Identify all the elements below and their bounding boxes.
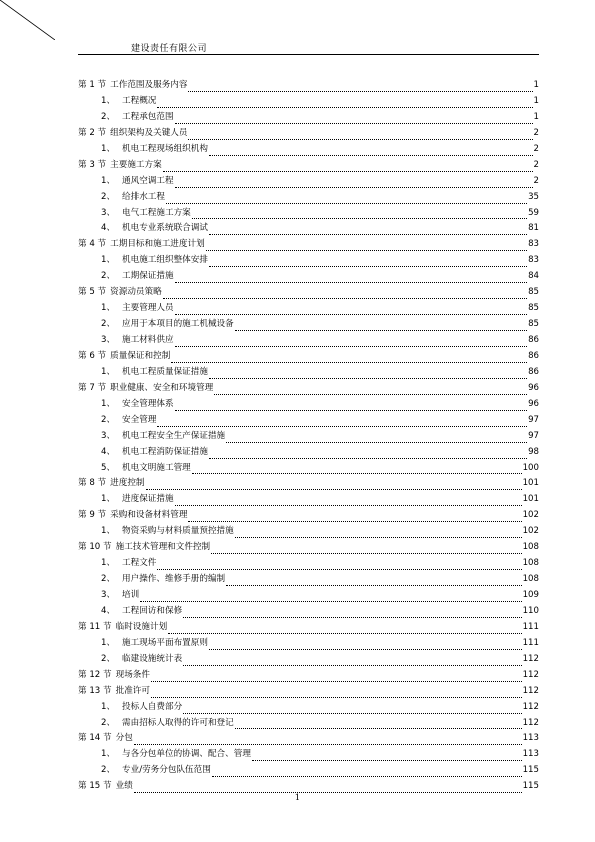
toc-entry-page: 112 <box>522 717 539 728</box>
dot-leader <box>175 496 522 506</box>
toc-entry-page: 85 <box>528 303 539 314</box>
toc-entry-title: 通风空调工程 <box>122 175 174 186</box>
dot-leader <box>211 544 521 554</box>
toc-entry-page: 108 <box>522 542 539 553</box>
dot-leader <box>175 305 527 315</box>
dot-leader <box>171 353 527 363</box>
toc-entry-page: 83 <box>528 255 539 266</box>
toc-entry-number: 第 4 节 <box>78 239 107 250</box>
company-name: 建设责任有限公司 <box>131 44 208 54</box>
toc-entry-number: 2、 <box>101 111 116 122</box>
dot-leader <box>226 433 527 443</box>
toc-subsection-entry[interactable] <box>78 652 539 668</box>
toc-entry-number: 2、 <box>101 653 116 664</box>
toc-entry-page: 108 <box>522 558 539 569</box>
toc-subsection-entry[interactable] <box>78 588 539 604</box>
toc-entry-title: 培训 <box>122 590 140 600</box>
toc-entry-page: 84 <box>528 271 539 282</box>
toc-entry-title: 施工材料供应 <box>122 335 174 345</box>
dot-leader <box>134 735 522 745</box>
dot-leader <box>175 114 533 124</box>
dot-leader <box>157 560 521 570</box>
toc-entry-number: 1、 <box>101 255 116 266</box>
toc-section-entry[interactable] <box>78 476 539 492</box>
dot-leader <box>157 417 527 427</box>
toc-entry-page: 85 <box>528 287 539 298</box>
toc-entry-title: 工程概况 <box>122 95 157 106</box>
dot-leader <box>183 656 521 666</box>
toc-subsection-entry[interactable] <box>78 174 539 190</box>
toc-section-entry[interactable] <box>78 237 539 253</box>
dot-leader <box>134 783 522 793</box>
toc-section-entry[interactable] <box>78 126 539 142</box>
toc-entry-title: 投标人自费部分 <box>122 701 183 712</box>
toc-entry-number: 2、 <box>101 271 116 282</box>
toc-subsection-entry[interactable] <box>78 333 539 349</box>
toc-subsection-entry[interactable] <box>78 142 539 158</box>
dot-leader <box>235 528 522 538</box>
dot-leader <box>188 512 521 522</box>
dot-leader <box>140 592 521 602</box>
toc-subsection-entry[interactable] <box>78 700 539 716</box>
toc-entry-number: 4、 <box>101 605 116 616</box>
page-number: 1 <box>294 793 301 803</box>
dot-leader <box>209 369 527 379</box>
dot-leader <box>214 385 527 395</box>
toc-entry-number: 第 13 节 <box>78 685 112 696</box>
toc-entry-page: 96 <box>528 398 539 409</box>
toc-entry-title: 机电工程现场组织机构 <box>122 143 208 154</box>
toc-entry-number: 1、 <box>101 303 116 314</box>
table-of-contents <box>78 78 539 795</box>
dot-leader <box>163 162 533 172</box>
toc-entry-number: 1、 <box>101 637 116 648</box>
toc-entry-number: 2、 <box>101 574 116 585</box>
toc-entry-page: 83 <box>528 239 539 250</box>
toc-entry-page: 111 <box>522 637 539 648</box>
toc-entry-page: 111 <box>522 621 539 632</box>
toc-entry-page: 115 <box>522 781 539 792</box>
toc-entry-title: 主要施工方案 <box>110 159 162 170</box>
dot-leader <box>209 449 527 459</box>
toc-section-entry[interactable] <box>78 668 539 684</box>
toc-subsection-entry[interactable] <box>78 429 539 445</box>
toc-entry-page: 35 <box>528 191 539 202</box>
toc-section-entry[interactable] <box>78 620 539 636</box>
toc-entry-page: 1 <box>533 80 539 90</box>
toc-entry-number: 1、 <box>101 701 116 712</box>
toc-entry-page: 110 <box>522 605 539 616</box>
toc-section-entry[interactable] <box>78 731 539 747</box>
dot-leader <box>235 321 527 331</box>
toc-entry-page: 2 <box>533 127 539 138</box>
toc-entry-number: 4、 <box>101 446 116 457</box>
toc-entry-title: 批准许可 <box>115 685 150 696</box>
dot-leader <box>157 98 532 108</box>
toc-subsection-entry[interactable] <box>78 253 539 269</box>
toc-entry-number: 5、 <box>101 462 116 473</box>
toc-subsection-entry[interactable] <box>78 190 539 206</box>
toc-entry-page: 96 <box>528 382 539 393</box>
toc-entry-number: 第 8 节 <box>78 478 107 489</box>
toc-entry-page: 102 <box>522 510 539 521</box>
dot-leader <box>188 130 532 140</box>
toc-subsection-entry[interactable] <box>78 747 539 763</box>
toc-entry-number: 2、 <box>101 717 116 728</box>
toc-subsection-entry[interactable] <box>78 269 539 285</box>
toc-entry-number: 第 7 节 <box>78 382 107 393</box>
toc-entry-title: 机电专业系统联合调试 <box>122 223 208 234</box>
toc-subsection-entry[interactable] <box>78 206 539 222</box>
toc-entry-title: 用户操作、维修手册的编制 <box>122 574 226 585</box>
toc-entry-title: 安全管理体系 <box>122 398 174 409</box>
toc-subsection-entry[interactable] <box>78 492 539 508</box>
toc-entry-number: 1、 <box>101 175 116 186</box>
toc-section-entry[interactable] <box>78 508 539 524</box>
toc-entry-page: 113 <box>522 733 539 744</box>
toc-entry-number: 1、 <box>101 366 116 377</box>
toc-entry-page: 101 <box>522 494 539 505</box>
toc-entry-page: 97 <box>528 414 539 425</box>
toc-entry-page: 86 <box>528 350 539 361</box>
toc-entry-number: 第 3 节 <box>78 159 107 170</box>
toc-entry-number: 第 12 节 <box>78 669 112 680</box>
toc-subsection-entry[interactable] <box>78 461 539 477</box>
dot-leader <box>209 640 522 650</box>
toc-entry-page: 97 <box>528 430 539 441</box>
toc-entry-title: 专业/劳务分包队伍范围 <box>122 765 211 776</box>
dot-leader <box>192 209 527 219</box>
toc-entry-number: 3、 <box>101 590 116 600</box>
dot-leader <box>146 480 522 490</box>
toc-entry-title: 进度保证措施 <box>122 494 174 505</box>
toc-entry-page: 112 <box>522 669 539 680</box>
toc-subsection-entry[interactable] <box>78 556 539 572</box>
toc-entry-page: 2 <box>533 143 539 154</box>
toc-entry-number: 第 14 节 <box>78 733 112 744</box>
dot-leader <box>209 225 527 235</box>
toc-section-entry[interactable] <box>78 78 539 94</box>
toc-entry-page: 81 <box>528 223 539 234</box>
toc-entry-title: 临建设施统计表 <box>122 653 183 664</box>
toc-entry-title: 工期目标和施工进度计划 <box>110 239 205 250</box>
toc-entry-title: 机电工程质量保证措施 <box>122 366 208 377</box>
toc-entry-title: 给排水工程 <box>122 191 165 202</box>
toc-entry-title: 工程回访和保修 <box>122 605 183 616</box>
toc-entry-number: 第 5 节 <box>78 287 107 298</box>
toc-subsection-entry[interactable] <box>78 636 539 652</box>
toc-entry-page: 112 <box>522 701 539 712</box>
dot-leader <box>212 767 522 777</box>
toc-entry-number: 3、 <box>101 430 116 441</box>
toc-entry-page: 112 <box>522 685 539 696</box>
toc-subsection-entry[interactable] <box>78 110 539 126</box>
dot-leader <box>163 289 527 299</box>
toc-entry-page: 102 <box>522 526 539 537</box>
toc-subsection-entry[interactable] <box>78 604 539 620</box>
toc-entry-page: 101 <box>522 478 539 489</box>
toc-subsection-entry[interactable] <box>78 221 539 237</box>
toc-entry-title: 资源动员策略 <box>110 287 162 298</box>
toc-entry-title: 职业健康、安全和环境管理 <box>110 382 214 393</box>
toc-entry-number: 2、 <box>101 191 116 202</box>
toc-entry-title: 机电文明施工管理 <box>122 462 191 473</box>
toc-entry-title: 工期保证措施 <box>122 271 174 282</box>
toc-entry-number: 第 2 节 <box>78 127 107 138</box>
toc-entry-title: 与各分包单位的协调、配合、管理 <box>122 749 251 760</box>
toc-entry-title: 需由招标人取得的许可和登记 <box>122 717 234 728</box>
toc-subsection-entry[interactable] <box>78 524 539 540</box>
dot-leader <box>168 624 521 634</box>
dot-leader <box>235 719 522 729</box>
dot-leader <box>151 688 522 698</box>
toc-entry-title: 物资采购与材料质量预控措施 <box>122 526 234 537</box>
toc-entry-page: 108 <box>522 574 539 585</box>
dot-leader <box>183 608 521 618</box>
toc-subsection-entry[interactable] <box>78 445 539 461</box>
toc-entry-page: 2 <box>533 159 539 170</box>
toc-section-entry[interactable] <box>78 349 539 365</box>
toc-entry-title: 机电工程消防保证措施 <box>122 446 208 457</box>
toc-entry-number: 2、 <box>101 765 116 776</box>
toc-section-entry[interactable] <box>78 684 539 700</box>
toc-entry-title: 业绩 <box>115 781 133 792</box>
dot-leader <box>175 401 527 411</box>
toc-subsection-entry[interactable] <box>78 572 539 588</box>
dot-leader <box>151 672 522 682</box>
toc-entry-page: 98 <box>528 446 539 457</box>
toc-entry-page: 1 <box>533 111 539 122</box>
toc-entry-number: 1、 <box>101 398 116 409</box>
toc-subsection-entry[interactable] <box>78 397 539 413</box>
dot-leader <box>175 337 527 347</box>
dot-leader <box>175 273 527 283</box>
toc-subsection-entry[interactable] <box>78 716 539 732</box>
toc-entry-title: 临时设施计划 <box>115 621 168 632</box>
toc-entry-title: 现场条件 <box>115 669 150 680</box>
toc-entry-page: 86 <box>528 335 539 345</box>
dot-leader <box>226 576 521 586</box>
toc-entry-page: 1 <box>533 95 539 106</box>
toc-entry-title: 施工技术管理和文件控制 <box>115 542 211 553</box>
dot-leader <box>206 241 527 251</box>
dot-leader <box>209 146 533 156</box>
toc-entry-number: 第 1 节 <box>78 80 107 90</box>
toc-subsection-entry[interactable] <box>78 317 539 333</box>
toc-subsection-entry[interactable] <box>78 413 539 429</box>
toc-subsection-entry[interactable] <box>78 365 539 381</box>
toc-entry-number: 第 9 节 <box>78 510 107 521</box>
page-header <box>78 38 539 55</box>
dot-leader <box>252 751 522 761</box>
toc-entry-title: 工程文件 <box>122 558 157 569</box>
toc-entry-number: 2、 <box>101 414 116 425</box>
toc-entry-number: 4、 <box>101 223 116 234</box>
toc-entry-title: 工程承包范围 <box>122 111 174 122</box>
toc-entry-title: 电气工程施工方案 <box>122 207 191 218</box>
toc-entry-title: 工作范围及服务内容 <box>110 80 188 90</box>
toc-entry-page: 86 <box>528 366 539 377</box>
toc-entry-title: 主要管理人员 <box>122 303 174 314</box>
toc-entry-number: 第 6 节 <box>78 350 107 361</box>
dot-leader <box>192 464 522 474</box>
toc-entry-number: 1、 <box>101 494 116 505</box>
toc-section-entry[interactable] <box>78 540 539 556</box>
toc-section-entry[interactable] <box>78 381 539 397</box>
dot-leader <box>166 194 527 204</box>
toc-entry-title: 分包 <box>115 733 133 744</box>
toc-entry-number: 1、 <box>101 143 116 154</box>
toc-entry-number: 1、 <box>101 526 116 537</box>
toc-entry-page: 113 <box>522 749 539 760</box>
toc-entry-title: 组织架构及关键人员 <box>110 127 188 138</box>
toc-entry-title: 质量保证和控制 <box>110 350 171 361</box>
toc-entry-title: 机电工程安全生产保证措施 <box>122 430 226 441</box>
toc-entry-title: 采购和设备材料管理 <box>110 510 188 521</box>
toc-subsection-entry[interactable] <box>78 301 539 317</box>
toc-entry-title: 安全管理 <box>122 414 157 425</box>
toc-entry-title: 机电施工组织整体安排 <box>122 255 208 266</box>
toc-entry-number: 1、 <box>101 749 116 760</box>
toc-entry-number: 第 15 节 <box>78 781 112 792</box>
toc-entry-number: 3、 <box>101 335 116 345</box>
toc-entry-number: 第 11 节 <box>78 621 112 632</box>
toc-subsection-entry[interactable] <box>78 94 539 110</box>
dot-leader <box>175 178 533 188</box>
dot-leader <box>209 257 527 267</box>
toc-entry-page: 109 <box>522 590 539 600</box>
toc-entry-page: 85 <box>528 319 539 330</box>
toc-entry-number: 3、 <box>101 207 116 218</box>
toc-entry-page: 112 <box>522 653 539 664</box>
toc-entry-page: 2 <box>533 175 539 186</box>
toc-entry-page: 115 <box>522 765 539 776</box>
toc-section-entry[interactable] <box>78 158 539 174</box>
corner-mark <box>0 0 55 40</box>
toc-entry-number: 2、 <box>101 319 116 330</box>
toc-entry-title: 进度控制 <box>110 478 145 489</box>
toc-subsection-entry[interactable] <box>78 763 539 779</box>
dot-leader <box>188 82 532 92</box>
toc-entry-number: 1、 <box>101 558 116 569</box>
toc-entry-page: 59 <box>528 207 539 218</box>
toc-entry-title: 施工现场平面布置原则 <box>122 637 208 648</box>
dot-leader <box>183 704 521 714</box>
toc-entry-number: 1、 <box>101 95 116 106</box>
toc-entry-number: 第 10 节 <box>78 542 112 553</box>
toc-entry-page: 100 <box>522 462 539 473</box>
toc-entry-title: 应用于本项目的施工机械设备 <box>122 319 234 330</box>
toc-section-entry[interactable] <box>78 285 539 301</box>
